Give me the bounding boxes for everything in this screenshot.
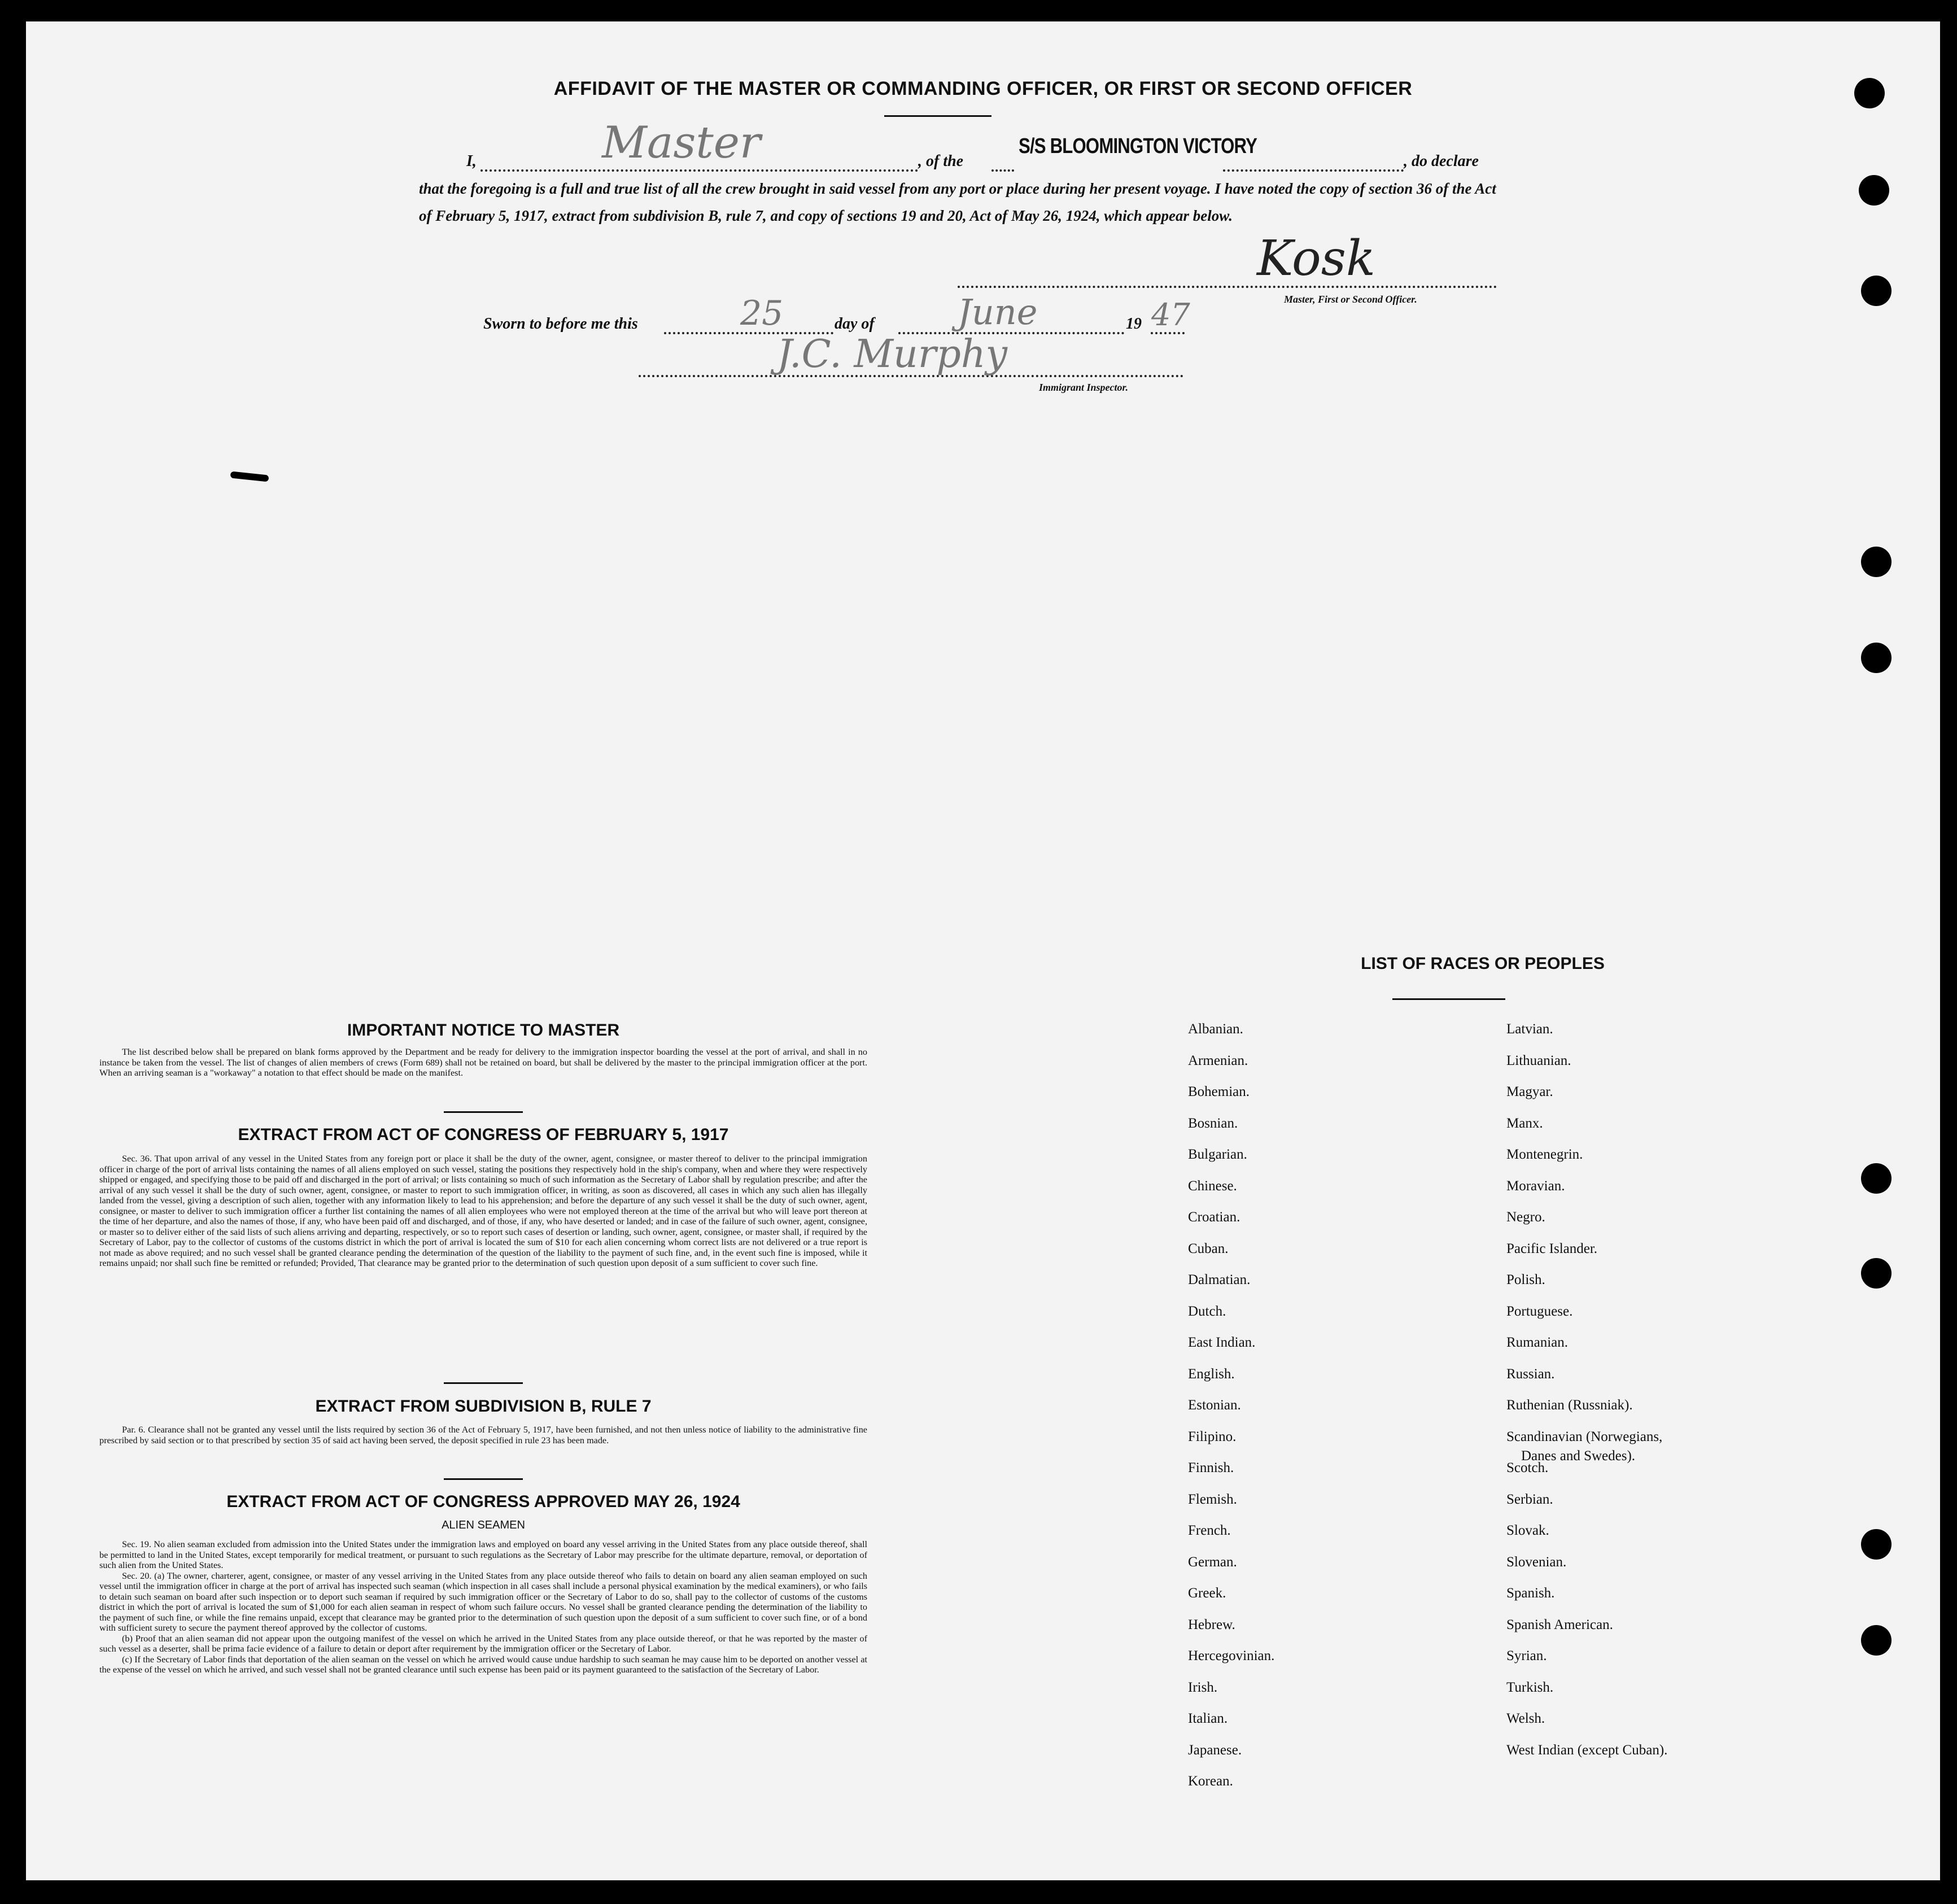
punch-hole [1861, 547, 1892, 577]
race-item: English. [1188, 1366, 1235, 1382]
race-item: Cuban. [1188, 1241, 1229, 1256]
inspector-caption: Immigrant Inspector. [1039, 382, 1129, 393]
vessel-name-stamp: S/S BLOOMINGTON VICTORY [1019, 134, 1257, 158]
race-item: East Indian. [1188, 1335, 1256, 1350]
race-item: Ruthenian (Russniak). [1506, 1398, 1633, 1413]
sworn-day: 25 [740, 294, 784, 333]
officer-signature: Kosk [1257, 230, 1375, 287]
race-item: Pacific Islander. [1506, 1241, 1598, 1256]
race-item: Scotch. [1506, 1460, 1549, 1475]
punch-hole [1859, 175, 1889, 206]
sworn-month: June [958, 291, 1038, 333]
day-of-label: day of [835, 315, 875, 333]
race-item: Manx. [1506, 1115, 1543, 1131]
extract-rule7-heading: EXTRACT FROM SUBDIVISION B, RULE 7 [315, 1397, 652, 1416]
vessel-blank-end [1223, 169, 1404, 172]
races-left-column [1188, 1021, 1274, 1805]
notice-text: The list described below shall be prepared on blank forms approved by the Department and be ready for delivery to the immigration inspector boarding the vessel at the port of arrival, and shall in no instance be taken from the vessel. The list of changes of alien members of crews (Form 689) shall not be retained on board, but shall be delivered by the master to the principal immigration officer at the port. When an arriving seaman is a "workaway" a notation to that effect should be made on the manifest. [99, 1047, 867, 1078]
race-item: Polish. [1506, 1272, 1545, 1287]
sec-20a-paragraph: Sec. 20. (a) The owner, charterer, agent, consignee, or master of any vessel arriving in the United States from any place outside thereof who fails to detain on board any alien seaman employed on such vessel until the immigration officer in charge at the port of arrival has inspected such seaman (which inspection in all cases shall include a personal physical examination by the medical examiners), or who fails to detain such seaman on board after such inspection or to deport such seaman if required by such immigration officer or the Secretary of Labor to do so, shall pay to the collector of customs of the customs district in which the port of arrival is located the sum of $1,000 for each alien seaman in respect of whom such failure occurs. No vessel shall be granted clearance pending the determination of the liability to the payment of such fine, or while the fine remains unpaid, except that clearance may be granted prior to the determination of such question upon the deposit of a sum sufficient to cover such fine, or of a bond with sufficient surety to secure the payment thereof approved by the collector of customs. [99, 1570, 867, 1633]
i-label: I, [466, 152, 477, 170]
races-title: LIST OF RACES OR PEOPLES [1361, 954, 1605, 973]
affidavit-title: AFFIDAVIT OF THE MASTER OR COMMANDING OFFICER, OR FIRST OR SECOND OFFICER [553, 78, 1413, 99]
vessel-blank-start [991, 169, 1014, 172]
race-item: Slovenian. [1506, 1554, 1567, 1570]
race-item: Dalmatian. [1188, 1272, 1251, 1287]
do-declare-label: , do declare [1404, 152, 1479, 170]
race-item: Bulgarian. [1188, 1147, 1247, 1162]
punch-hole [1854, 78, 1885, 108]
race-item: Lithuanian. [1506, 1053, 1571, 1068]
race-item: Magyar. [1506, 1084, 1553, 1099]
race-item: Flemish. [1188, 1491, 1237, 1507]
declaration-statement: that the foregoing is a full and true list of all the crew brought in said vessel from any port or place during her present voyage. I have noted the copy of section 36 of the Act of February 5, 1917, extract from subdivision B, rule 7, and copy of sections 19 and 20, Act of May 26, 1924, which appear below. [419, 180, 1496, 224]
race-item: Armenian. [1188, 1053, 1248, 1068]
race-item: Portuguese. [1506, 1303, 1573, 1319]
race-item: Greek. [1188, 1586, 1226, 1601]
sec-19-paragraph: Sec. 19. No alien seaman excluded from admission into the United States under the immigration laws and employed on board any vessel arriving in the United States from any place outside thereof, shall be permitted to land in the United States, except temporarily for medical treatment, or pursuant to such regulations as the Secretary of Labor may prescribe for the ultimate departure, removal, or deportation of such alien from the United States. [99, 1539, 867, 1570]
extract-1917-heading: EXTRACT FROM ACT OF CONGRESS OF FEBRUARY 5, 1917 [238, 1125, 729, 1144]
race-item: Serbian. [1506, 1491, 1553, 1507]
punch-hole [1861, 1258, 1892, 1289]
officer-caption: Master, First or Second Officer. [1284, 294, 1417, 305]
race-item: Hercegovinian. [1188, 1648, 1275, 1663]
divider [444, 1478, 523, 1480]
divider [444, 1111, 523, 1113]
master-blank [480, 169, 918, 172]
race-item: Latvian. [1506, 1021, 1553, 1037]
race-item: Negro. [1506, 1209, 1545, 1225]
race-item: Filipino. [1188, 1429, 1237, 1444]
race-item: West Indian (except Cuban). [1506, 1742, 1668, 1758]
extract-1924-heading: EXTRACT FROM ACT OF CONGRESS APPROVED MAY 26, 1924 [226, 1492, 740, 1511]
race-item: Spanish. [1506, 1586, 1555, 1601]
sworn-label: Sworn to before me this [483, 315, 638, 333]
year-value: 47 [1151, 297, 1190, 333]
punch-hole [1861, 1529, 1892, 1560]
sec-20b-paragraph: (b) Proof that an alien seaman did not appear upon the outgoing manifest of the vessel on which he arrived in the United States from any place outside thereof, or that he was reported by the master of such vessel as a deserter, shall be prima facie evidence of a failure to detain or deport after requirement by the immigration officer or the Secretary of Labor. [99, 1633, 867, 1654]
punch-hole [1861, 1625, 1892, 1656]
sec-20c-paragraph: (c) If the Secretary of Labor finds that deportation of the alien seaman on the vessel on which he arrived would cause undue hardship to such seaman he may cause him to be deported on another vessel at the expense of the vessel on which he arrived, and such vessel shall not be granted clearance until such expense has been paid or its payment guaranteed to the satisfaction of the Secretary of Labor. [99, 1654, 867, 1675]
race-item: Croatian. [1188, 1209, 1240, 1225]
extract-rule7-text: Par. 6. Clearance shall not be granted any vessel until the lists required by section 36 of the Act of February 5, 1917, have been furnished, and not then unless notice of liability to the administrative fine prescribed by said section or to that prescribed by section 35 of said act having been served, the deposit specified in rule 23 has been made. [99, 1425, 867, 1446]
ink-mark [230, 471, 269, 482]
race-item: French. [1188, 1523, 1231, 1538]
races-right-column [1506, 1021, 1667, 1773]
race-item: Dutch. [1188, 1303, 1226, 1319]
extract-1924-text [99, 1539, 867, 1675]
race-item: Estonian. [1188, 1398, 1241, 1413]
race-item-line: Danes and Swedes). [1521, 1448, 1636, 1464]
race-item: Chinese. [1188, 1178, 1237, 1194]
race-item: Bosnian. [1188, 1115, 1238, 1131]
year-label: 19 [1126, 315, 1142, 333]
officer-signature-line [958, 286, 1497, 288]
race-item: German. [1188, 1554, 1237, 1570]
punch-hole [1861, 1163, 1892, 1194]
race-item: Syrian. [1506, 1648, 1547, 1663]
master-handwriting: Master [602, 117, 761, 168]
document-page [26, 21, 1940, 1880]
extract-1917-text: Sec. 36. That upon arrival of any vessel in the United States from any foreign port or place it shall be the duty of the owner, agent, consignee, or master thereof to deliver to the principal immigration officer in charge of the port of arrival lists containing the names of all aliens employed on such vessel, stating the positions they respectively hold in the ship's company, when and where they were respectively shipped or engaged, and specifying those to be paid off and discharged in the port of arrival; or lists containing so much of such information as the Secretary of Labor shall by regulation prescribe; and after the arrival of any such vessel it shall be the duty of such owner, agent, consignee, or master to report to such immigration officer, in writing, as soon as discovered, all cases in which any such alien has illegally landed from the vessel, giving a description of such alien, together with any information likely to lead to his apprehension; and before the departure of any such vessel it shall be the duty of such owner, agent, consignee, or master to deliver to such immigration officer a further list containing the names of all alien employees who were not employed thereon at the time of the arrival but who will leave port thereon at the time of her departure, and also the names of those, if any, who have been paid off and discharged, and of those, if any, who have deserted or landed; and in case of the failure of such owner, agent, consignee, or master so to deliver either of the said lists of such aliens arriving and departing, respectively, or so to report such cases of desertion or landing, such owner, agent, consignee, or master shall, if required by the Secretary of Labor, pay to the collector of customs of the customs district in which the port of arrival is located the sum of $10 for each alien concerning whom correct lists are not delivered or a true report is not made as above required; and no such vessel shall be granted clearance pending the determination of the question of the liability to the payment of such fine, and, in the event such fine is imposed, while it remains unpaid; nor shall such fine be remitted or refunded; Provided, That clearance may be granted prior to the determination of such question upon deposit of a sum sufficient to cover such fine. [99, 1154, 867, 1268]
race-item: Albanian. [1188, 1021, 1243, 1037]
inspector-signature: J.C. Murphy [777, 332, 1008, 377]
race-item: Irish. [1188, 1679, 1218, 1695]
title-rule [884, 115, 991, 117]
race-item-line: Scandinavian (Norwegians, [1506, 1429, 1663, 1444]
race-item: Rumanian. [1506, 1335, 1569, 1350]
race-item: Spanish American. [1506, 1617, 1613, 1632]
race-item: Korean. [1188, 1774, 1233, 1789]
race-item: Italian. [1188, 1711, 1228, 1726]
race-item: Finnish. [1188, 1460, 1234, 1475]
race-item: Bohemian. [1188, 1084, 1250, 1099]
race-item: Slovak. [1506, 1523, 1549, 1538]
race-item: Moravian. [1506, 1178, 1565, 1194]
race-item [1506, 1429, 1667, 1464]
race-item: Hebrew. [1188, 1617, 1235, 1632]
race-item: Montenegrin. [1506, 1147, 1583, 1162]
punch-hole [1861, 276, 1892, 306]
race-item: Welsh. [1506, 1711, 1545, 1726]
punch-hole [1861, 643, 1892, 673]
of-the-label: , of the [918, 152, 964, 170]
extract-1924-subheading: ALIEN SEAMEN [442, 1519, 525, 1531]
race-item: Russian. [1506, 1366, 1555, 1382]
race-item: Japanese. [1188, 1742, 1242, 1758]
divider [444, 1382, 523, 1384]
notice-heading: IMPORTANT NOTICE TO MASTER [347, 1021, 620, 1040]
race-item: Turkish. [1506, 1679, 1554, 1695]
races-title-rule [1392, 998, 1505, 1000]
